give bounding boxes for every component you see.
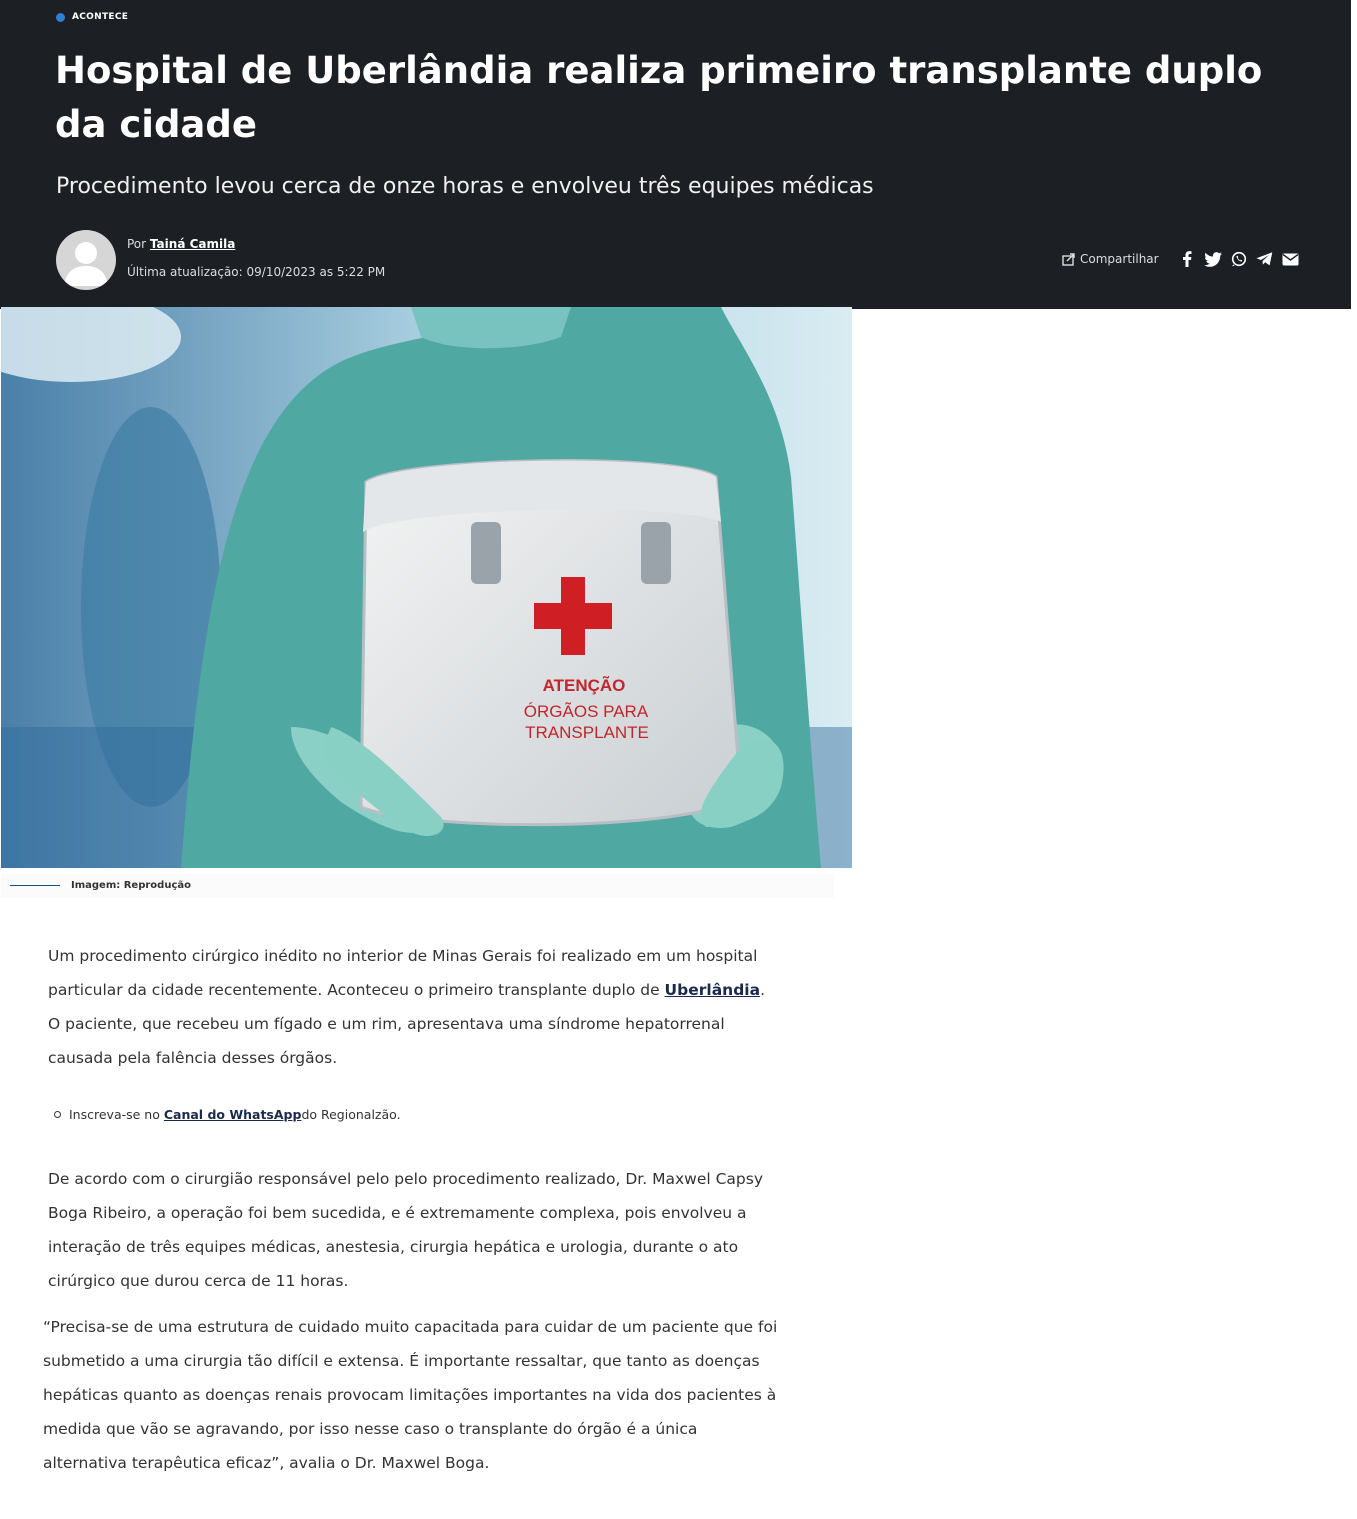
author-line [127,237,235,251]
circle-bullet-icon [54,1111,61,1118]
article-header [0,0,1351,309]
category-tag[interactable] [56,12,128,22]
twitter-icon[interactable] [1203,248,1223,270]
list-prefix: Inscreva-se no [69,1107,160,1122]
organ-transplant-box-illustration [1,307,852,868]
article-quote: “Precisa-se de uma estrutura de cuidado muito capacitada para cuidar de um paciente que foi submetido a uma cirurgia tão difícil e extensa. É importante ressaltar, que tanto as doenças hepáticas quanto as doenças renais provocam limitações importantes na vida dos pacientes à medida que vão se agravando, por isso nesse caso o transplante do órgão é a única alternativa terapêutica eficaz”, avalia o Dr. Maxwel Boga. [43,1318,778,1472]
hero-image [1,307,852,868]
caption-divider [10,885,60,886]
image-caption: Imagem: Reprodução [71,880,191,891]
p1-text-b: . O paciente, que recebeu um fígado e um rim, apresentava uma síndrome hepatorrenal causada pela falência desses órgãos. [48,981,765,1067]
category-label[interactable]: ACONTECE [72,12,129,22]
list-suffix: do Regionalzão. [301,1107,401,1122]
share-bar [1062,248,1301,270]
share-icon [1062,252,1076,266]
author-avatar [56,230,116,290]
article-title: Hospital de Uberlândia realiza primeiro transplante duplo da cidade [55,49,1263,146]
article-paragraph-2: De acordo com o cirurgião responsável pelo pelo procedimento realizado, Dr. Maxwel Capsy Boga Ribeiro, a operação foi bem sucedida, e é extremamente complexa, pois envolveu a interação de três equipes médicas, anestesia, cirurgia hepática e urologia, durante o ato cirúrgico que durou cerca de 11 horas. [48,1170,763,1290]
whatsapp-channel-link[interactable]: Canal do WhatsApp [163,1107,302,1122]
telegram-icon[interactable] [1255,248,1275,270]
share-label: Compartilhar [1080,252,1159,266]
updated-value: 09/10/2023 as 5:22 PM [246,265,386,279]
box-label-line1: ATENÇÃO [542,676,626,695]
facebook-icon[interactable] [1177,248,1197,270]
list-item [54,1107,401,1122]
user-avatar-icon [56,230,116,290]
article-paragraph-1 [48,939,778,1075]
author-link[interactable]: Tainá Camila [149,237,236,251]
whatsapp-icon[interactable] [1229,248,1249,270]
uberlandia-link[interactable]: Uberlândia [664,981,761,999]
article-subtitle: Procedimento levou cerca de onze horas e envolveu três equipes médicas [56,174,874,199]
updated-label: Última atualização: [127,265,243,279]
p1-text-a: Um procedimento cirúrgico inédito no interior de Minas Gerais foi realizado em um hospital particular da cidade recentemente. Aconteceu o primeiro transplante duplo de [48,947,758,999]
category-dot-icon [56,13,65,22]
updated-line [127,265,385,279]
box-label-line2: ÓRGÃOS PARA [523,702,649,721]
subscribe-list [54,1107,401,1122]
email-icon[interactable] [1281,248,1301,270]
author-prefix: Por [127,237,147,251]
box-label-line3: TRANSPLANTE [525,723,649,742]
